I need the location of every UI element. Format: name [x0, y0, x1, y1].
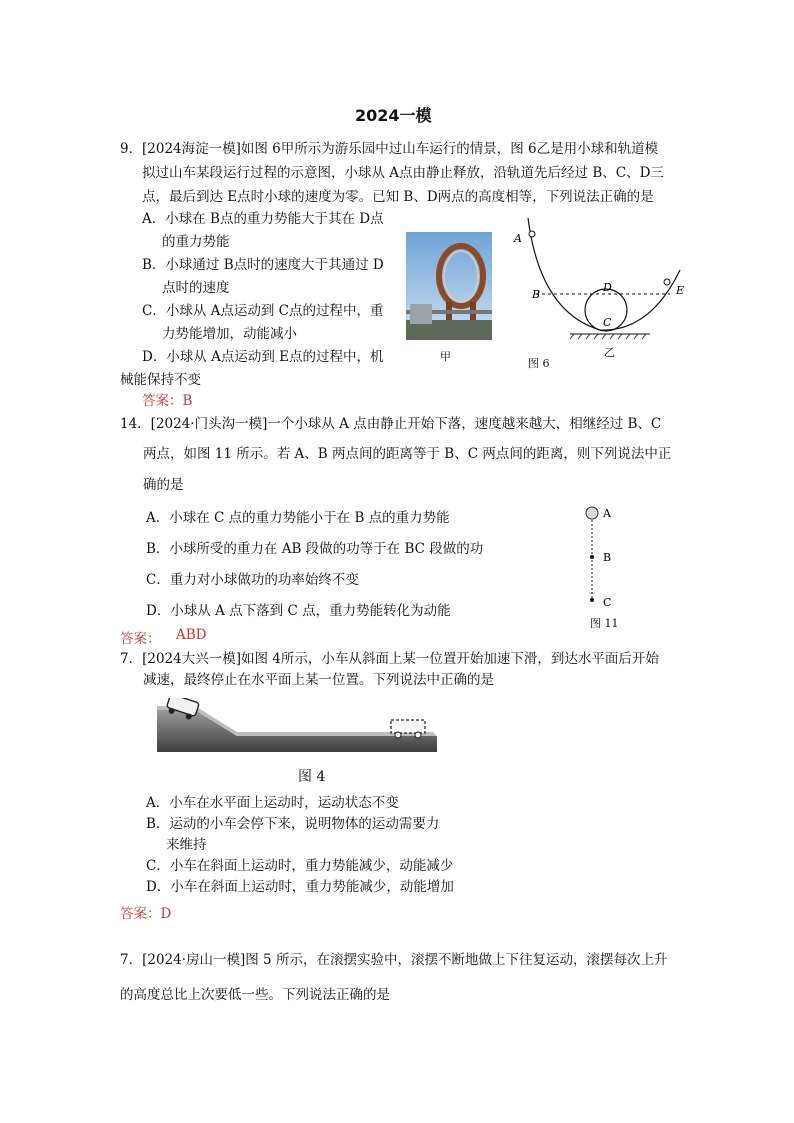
q14-stem-line-2: 两点，如图 11 所示。若 A、B 两点间的距离等于 B、C 两点间的距离，则下列说法中正	[143, 446, 672, 462]
point-label-c: C	[603, 596, 612, 609]
q14-answer-value: ABD	[176, 627, 207, 643]
q9-option-d-cont: 械能保持不变	[120, 372, 201, 388]
point-label-e: E	[676, 284, 685, 297]
q7a-option-b: B．运动的小车会停下来，说明物体的运动需要力	[146, 816, 440, 832]
q9-fig-sub: 乙	[604, 346, 615, 359]
point-label-b: B	[532, 288, 541, 301]
q9-option-a-cont: 的重力势能	[162, 234, 230, 250]
q9-answer: 答案：B	[142, 393, 193, 409]
q7b-stem-line-1: 7．[2024·房山一模]图 5 所示，在滚摆实验中，滚摆不断地做上下往复运动，滚摆每次上升	[120, 952, 668, 968]
q7b-stem-line-2: 的高度总比上次要低一些。下列说法正确的是	[120, 987, 390, 1003]
q14-stem-line-3: 确的是	[143, 477, 184, 493]
point-label-b: B	[603, 551, 612, 564]
q9-track-diagram	[510, 212, 690, 342]
q9-stem-line-2: 拟过山车某段运行过程的示意图，小球从 A点由静止释放，沿轨道先后经过 B、C、D三	[142, 165, 664, 181]
incline-cart-diagram	[155, 698, 440, 754]
q9-fig-caption: 图 6	[528, 357, 550, 370]
q9-option-c-cont: 力势能增加，动能减小	[162, 326, 297, 342]
q7a-answer: 答案：D	[120, 906, 172, 922]
q9-option-b: B．小球通过 B点时的速度大于其通过 D	[142, 257, 384, 273]
q9-option-a: A．小球在 B点的重力势能大于其在 D点	[142, 211, 384, 227]
q14-option-c: C．重力对小球做功的功率始终不变	[146, 572, 359, 588]
q9-stem-line-3: 点，最后到达 E点时小球的速度为零。已知 B、D两点的高度相等，下列说法正确的是	[142, 189, 654, 205]
q9-option-d: D．小球从 A点运动到 E点的过程中，机	[142, 349, 384, 365]
point-label-a: A	[514, 232, 522, 245]
q14-option-b: B．小球所受的重力在 AB 段做的功等于在 BC 段做的功	[146, 541, 484, 557]
falling-ball-diagram	[578, 500, 628, 610]
q7a-option-d: D．小车在斜面上运动时，重力势能减少，动能增加	[146, 879, 454, 895]
q9-photo-label: 甲	[440, 350, 451, 363]
q9-number: 9．	[120, 141, 143, 157]
q14-stem-line-1: 14．[2024·门头沟一模]一个小球从 A 点由静止开始下落，速度越来越大，相继经过 B、C	[120, 416, 662, 432]
q7a-option-c: C．小车在斜面上运动时，重力势能减少，动能减少	[146, 858, 454, 874]
q9-option-c: C．小球从 A点运动到 C点的过程中，重	[142, 303, 384, 319]
point-label-d: D	[603, 281, 612, 294]
q7a-option-a: A．小车在水平面上运动时，运动状态不变	[146, 795, 399, 811]
q7a-stem-line-2: 减速，最终停止在水平面上某一位置。下列说法中正确的是	[143, 672, 494, 688]
page-title: 2024一模	[355, 106, 432, 125]
q14-answer-label: 答案：	[120, 631, 161, 647]
roller-coaster-photo	[406, 232, 492, 340]
q7a-option-b-cont: 来维持	[166, 837, 207, 853]
point-label-a: A	[603, 507, 611, 520]
q9-option-b-cont: 点时的速度	[162, 280, 230, 296]
q14-option-a: A．小球在 C 点的重力势能小于在 B 点的重力势能	[146, 510, 450, 526]
point-label-c: C	[603, 316, 612, 329]
q14-option-d: D．小球从 A 点下落到 C 点，重力势能转化为动能	[146, 603, 451, 619]
q7a-fig-caption: 图 4	[298, 769, 326, 785]
q14-fig-caption: 图 11	[590, 617, 619, 630]
q9-stem-line-1: [2024海淀一模]如图 6甲所示为游乐园中过山车运行的情景，图 6乙是用小球和轨道模	[142, 141, 659, 157]
q7a-stem-line-1: 7．[2024大兴一模]如图 4所示，小车从斜面上某一位置开始加速下滑，到达水平面后开始	[120, 651, 659, 667]
